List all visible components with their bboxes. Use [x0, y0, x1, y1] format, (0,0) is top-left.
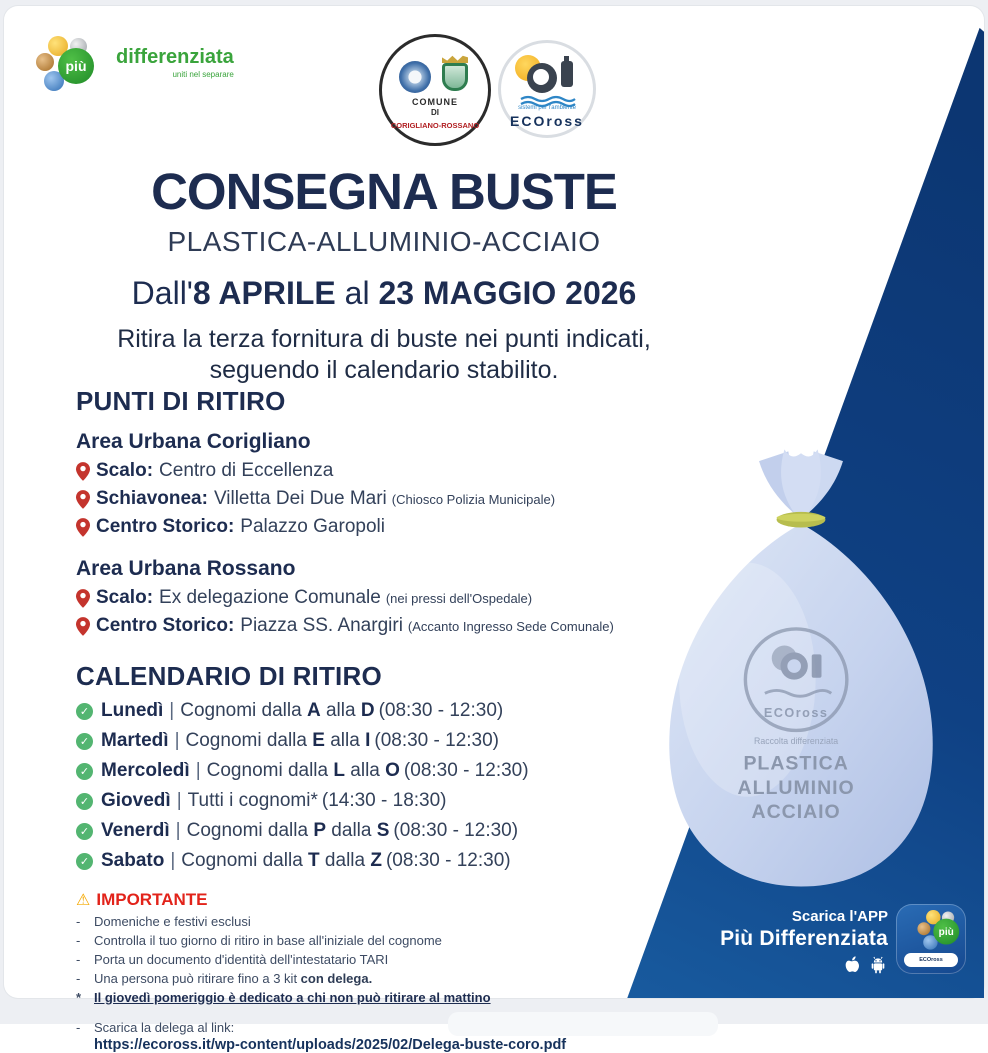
rule-text: Cognomi dalla [181, 850, 309, 871]
rule-mid: dalla [319, 850, 371, 871]
comune-crest-green-icon [442, 63, 468, 91]
date-prefix: Dall' [131, 275, 193, 311]
point-label: Scalo: [96, 460, 154, 481]
calendar-rule [188, 790, 318, 812]
calendar-day: Mercoledì [101, 760, 190, 781]
app-store-icon [896, 904, 966, 974]
rule-letter-to: O [385, 760, 400, 781]
pickup-point [76, 460, 641, 482]
bag-text-acciaio: ACCIAIO [751, 801, 841, 824]
point-value: Piazza SS. Anargiri [240, 615, 403, 636]
important-starred-note [76, 990, 641, 1005]
important-item [76, 933, 641, 948]
item-text [94, 933, 442, 948]
area-rossano: Area Urbana Rossano [76, 557, 296, 580]
calendar-row [76, 760, 641, 782]
rule-text: Cognomi dalla [185, 730, 313, 751]
location-pin-icon [76, 589, 90, 608]
apple-icon [843, 955, 860, 975]
point-value: Palazzo Garopoli [240, 516, 385, 537]
bronze-circle-icon [36, 53, 54, 71]
dash-marker: - [76, 952, 81, 967]
flyer-card [4, 6, 984, 1053]
rule-text: Cognomi dalla [180, 700, 307, 721]
item-text-normal: Porta un documento d'identità dell'intestatario TARI [94, 952, 389, 967]
app-icon-pill: ECOross [904, 953, 958, 967]
rule-mid: dalla [326, 820, 377, 841]
rule-letter-to: Z [370, 850, 382, 871]
point-label: Scalo: [96, 587, 154, 608]
dash-marker: - [76, 971, 81, 986]
app-promo [720, 908, 888, 975]
calendar-day: Venerdì [101, 820, 170, 841]
separator: | [176, 790, 182, 811]
bottom-page-edge [448, 1012, 718, 1036]
item-text [94, 952, 388, 967]
point-note: (Chiosco Polizia Municipale) [391, 492, 556, 507]
location-pin-icon [76, 617, 90, 636]
bag-tagline: Raccolta differenziata [754, 736, 839, 747]
rule-letter-from: L [333, 760, 345, 781]
rule-letter-from: T [308, 850, 320, 871]
area-corigliano: Area Urbana Corigliano [76, 430, 311, 453]
separator: | [195, 760, 201, 781]
rule-text: Cognomi dalla [206, 760, 334, 781]
piu-green-circle: più [933, 919, 959, 945]
app-promo-line2: Più Differenziata [720, 927, 888, 950]
important-item [76, 914, 641, 929]
app-promo-line1: Scarica l'APP [791, 908, 888, 925]
crown-icon [442, 55, 468, 63]
page-subtitle: PLASTICA-ALLUMINIO-ACCIAIO [167, 226, 601, 257]
bag-text-plastica: PLASTICA [743, 752, 849, 775]
item-text [94, 914, 251, 929]
calendar-row [76, 850, 641, 872]
calendar-time: (08:30 - 12:30) [385, 850, 511, 871]
rule-text: Cognomi dalla [186, 820, 314, 841]
calendar-time: (08:30 - 12:30) [378, 700, 504, 721]
bag-neck [781, 449, 821, 521]
point-label: Centro Storico: [96, 615, 235, 636]
item-text-bold: con delega. [300, 971, 373, 986]
important-heading [76, 890, 641, 910]
bronze-circle-icon [917, 922, 930, 935]
item-text-normal: Domeniche e festivi esclusi [94, 914, 251, 929]
calendar-time: (08:30 - 12:30) [374, 730, 500, 751]
point-label: Centro Storico: [96, 516, 235, 537]
rule-letter-from: P [313, 820, 327, 841]
check-icon: ✓ [76, 763, 93, 780]
comune-city-name: CORIGLIANO-ROSSANO [390, 121, 480, 130]
point-value: Ex delegazione Comunale [159, 587, 381, 608]
calendar-day: Sabato [101, 850, 165, 871]
description [4, 324, 764, 385]
calendar-rule [207, 760, 400, 782]
separator: | [169, 700, 175, 721]
check-icon: ✓ [76, 823, 93, 840]
point-note: (Accanto Ingresso Sede Comunale) [407, 619, 614, 634]
check-icon: ✓ [76, 793, 93, 810]
description-line-2: seguendo il calendario stabilito. [209, 355, 559, 384]
rule-mid: alla [320, 700, 361, 721]
canister-icon [561, 61, 573, 87]
brand-tagline: uniti nel separare [172, 70, 234, 79]
starred-text: Il giovedì pomeriggio è dedicato a chi non può ritirare al mattino [94, 990, 491, 1005]
calendar-row [76, 730, 641, 752]
date-end: 23 MAGGIO 2026 [378, 275, 637, 311]
point-value: Villetta Dei Due Mari [213, 488, 387, 509]
app-icon-cluster [916, 910, 954, 939]
point-label: Schiavonea: [96, 488, 208, 509]
calendar-row [76, 700, 641, 722]
check-icon: ✓ [76, 703, 93, 720]
piu-differenziata-logo [34, 36, 264, 102]
separator: | [174, 730, 180, 751]
location-pin-icon [76, 518, 90, 537]
pickup-point [76, 615, 641, 637]
dash-marker: - [76, 1020, 81, 1035]
date-start: 8 APRILE [192, 275, 336, 311]
warning-icon: ⚠ [76, 892, 91, 909]
item-text-normal: Controlla il tuo giorno di ritiro in base all'iniziale del cognome [94, 933, 442, 948]
separator: | [170, 850, 176, 871]
piu-green-circle: più [58, 48, 94, 84]
calendar-rule [181, 850, 382, 872]
piu-circles-icon [34, 36, 104, 100]
calendar-rule [186, 730, 371, 752]
calendar-day: Martedì [101, 730, 169, 751]
comune-text-di: DI [431, 108, 439, 117]
download-link[interactable]: https://ecoross.it/wp-content/uploads/2025/02/Delega-buste-coro.pdf [94, 1037, 567, 1053]
dash-marker: - [76, 933, 81, 948]
rule-letter-to: S [376, 820, 390, 841]
important-item [76, 952, 641, 967]
check-icon: ✓ [76, 733, 93, 750]
check-icon: ✓ [76, 853, 93, 870]
calendar-heading: CALENDARIO DI RITIRO [76, 661, 382, 691]
item-text-normal: Una persona può ritirare fino a 3 kit [94, 971, 301, 986]
calendar-rule [187, 820, 390, 842]
rule-letter-from: A [306, 700, 321, 721]
date-mid: al [335, 275, 379, 311]
rule-letter-to: D [360, 700, 375, 721]
location-pin-icon [76, 490, 90, 509]
comune-text: COMUNE [412, 97, 458, 107]
page-title: CONSEGNA BUSTE [151, 163, 617, 220]
separator: | [175, 820, 181, 841]
brand-name: differenziata [116, 46, 234, 68]
pickup-point [76, 516, 641, 538]
calendar-time: (08:30 - 12:30) [393, 820, 519, 841]
description-line-1: Ritira la terza fornitura di buste nei punti indicati, [117, 325, 651, 353]
content-column [76, 386, 641, 1053]
point-value: Centro di Eccellenza [159, 460, 334, 481]
dash-marker: - [76, 914, 81, 929]
pickup-heading: PUNTI DI RITIRO [76, 386, 286, 416]
calendar-day: Lunedì [101, 700, 164, 721]
svg-text:ECOross: ECOross [763, 705, 829, 720]
point-note: (nei pressi dell'Ospedale) [385, 591, 533, 606]
ecoross-logo [498, 40, 596, 138]
calendar-day: Giovedì [101, 790, 171, 811]
recycling-bag-image [640, 430, 962, 904]
rule-mid: alla [324, 730, 366, 751]
rule-mid: alla [345, 760, 386, 781]
ecoross-name: ECOross [510, 113, 584, 129]
important-title: IMPORTANTE [96, 890, 208, 909]
comune-crest-blue-icon [399, 61, 431, 93]
item-text [94, 971, 372, 986]
bag-text-alluminio: ALLUMINIO [737, 776, 855, 799]
pickup-point [76, 587, 641, 609]
location-pin-icon [76, 462, 90, 481]
ecoross-tagline: sistemi per l'ambiente [518, 105, 576, 111]
date-range [4, 275, 764, 312]
comune-logo [379, 34, 491, 146]
calendar-rule [180, 700, 374, 722]
pickup-point [76, 488, 641, 510]
rule-letter-from: E [312, 730, 325, 751]
rule-letter-to: I [365, 730, 371, 751]
download-label: Scarica la delega al link: [94, 1020, 235, 1035]
ecoross-mark-icon [527, 63, 557, 93]
android-icon [868, 955, 888, 975]
calendar-row [76, 790, 641, 812]
calendar-time: (14:30 - 18:30) [321, 790, 447, 811]
rule-text: Tutti i cognomi* [187, 790, 318, 811]
important-item [76, 971, 641, 986]
title-block [4, 163, 764, 385]
calendar-time: (08:30 - 12:30) [403, 760, 529, 781]
star-marker: * [76, 990, 82, 1005]
calendar-row [76, 820, 641, 842]
